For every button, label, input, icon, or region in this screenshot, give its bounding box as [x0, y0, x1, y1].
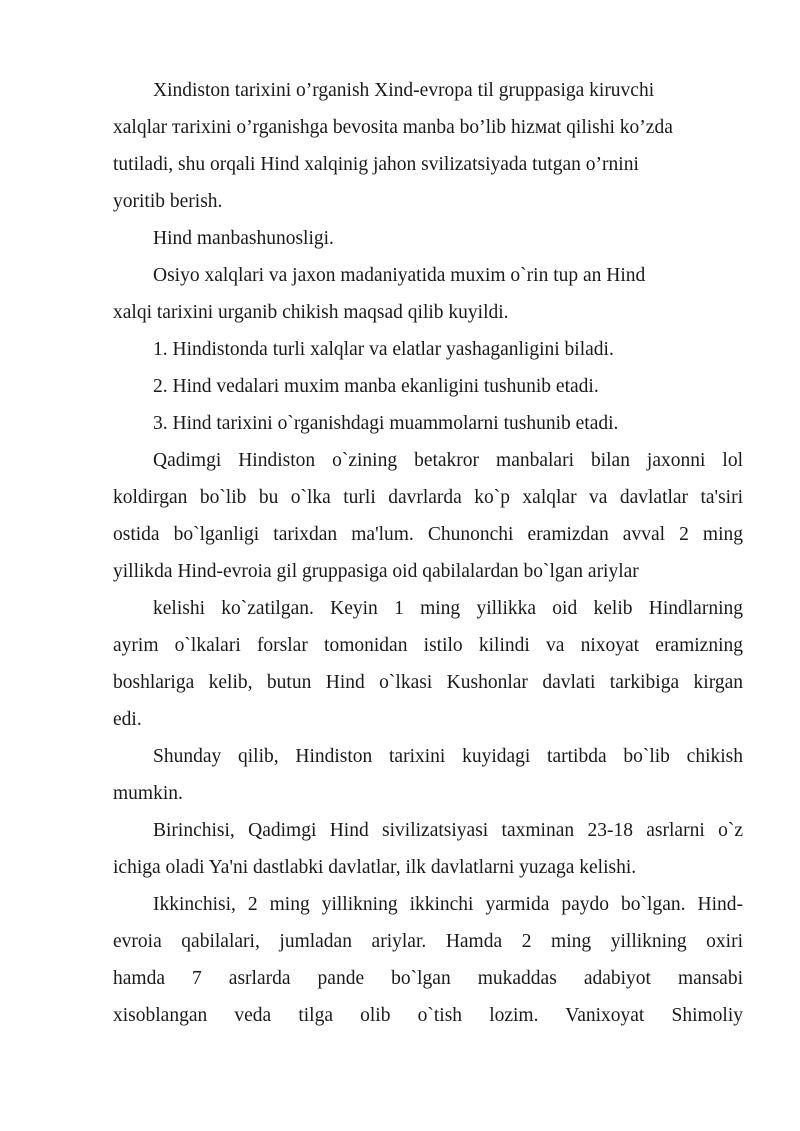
list-item: 1. Hindistonda turli xalqlar va elatlar yashaganligini biladi.	[153, 339, 614, 360]
text-line: xalqi tarixini urganib chikish maqsad qilib kuyildi.	[113, 302, 509, 323]
list-item: 3. Hind tarixini o`rganishdagi muammolarni tushunib etadi.	[153, 413, 619, 434]
text-line: Xindiston tarixini o’rganish Xind-evropa til gruppasiga kiruvchi	[153, 80, 655, 101]
text-line: Shunday qilib, Hindiston tarixini kuyidagi tartibda bo`lib chikish	[153, 746, 743, 767]
text-line: boshlariga kelib, butun Hind o`lkasi Kushonlar davlati tarkibiga kirgan	[113, 672, 743, 693]
text-line: Birinchisi, Qadimgi Hind sivilizatsiyasi taxminan 23-18 asrlarni o`z	[153, 820, 743, 841]
text-line: evroia qabilalari, jumladan ariylar. Hamda 2 ming yillikning oxiri	[113, 931, 743, 952]
text-line: edi.	[113, 709, 142, 730]
text-line: ostida bo`lganligi tarixdan ma'lum. Chunonchi eramizdan avval 2 ming	[113, 524, 743, 545]
text-line: Osiyo xalqlari va jaxon madaniyatida muxim o`rin tup an Hind	[153, 265, 646, 286]
text-line: Ikkinchisi, 2 ming yillikning ikkinchi yarmida paydo bo`lgan. Hind-	[153, 894, 743, 915]
text-line: koldirgan bo`lib bu o`lka turli davrlarda ko`p xalqlar va davlatlar ta'siri	[113, 487, 743, 508]
text-line: yoritib berish.	[113, 191, 223, 212]
text-line: xalqlar тarixini o’rganishga bevosita manba bo’lib hizмat qilishi ko’zda	[113, 117, 673, 138]
list-item: 2. Hind vedalari muxim manba ekanligini tushunib etadi.	[153, 376, 599, 397]
text-line: mumkin.	[113, 783, 183, 804]
text-line: kelishi ko`zatilgan. Keyin 1 ming yillikka oid kelib Hindlarning	[153, 598, 743, 619]
text-line: yillikda Hind-evroia gil gruppasiga oid qabilalardan bo`lgan ariylar	[113, 561, 639, 582]
text-line: ichiga oladi Ya'ni dastlabki davlatlar, ilk davlatlarni yuzaga kelishi.	[113, 857, 637, 878]
text-line: hamda 7 asrlarda pande bo`lgan mukaddas adabiyot mansabi	[113, 968, 743, 989]
text-line: xisoblangan veda tilga olib o`tish lozim. Vanixoyat Shimoliy	[113, 1005, 743, 1026]
text-line: Qadimgi Hindiston o`zining betakror manbalari bilan jaxonni lol	[153, 450, 743, 471]
document-page	[113, 72, 743, 1034]
text-line: tutiladi, shu orqali Hind xalqinig jahon svilizatsiyada tutgan o’rnini	[113, 154, 639, 175]
text-line: ayrim o`lkalari forslar tomonidan istilo kilindi va nixoyat eramizning	[113, 635, 743, 656]
section-heading: Hind manbashunosligi.	[153, 228, 334, 249]
